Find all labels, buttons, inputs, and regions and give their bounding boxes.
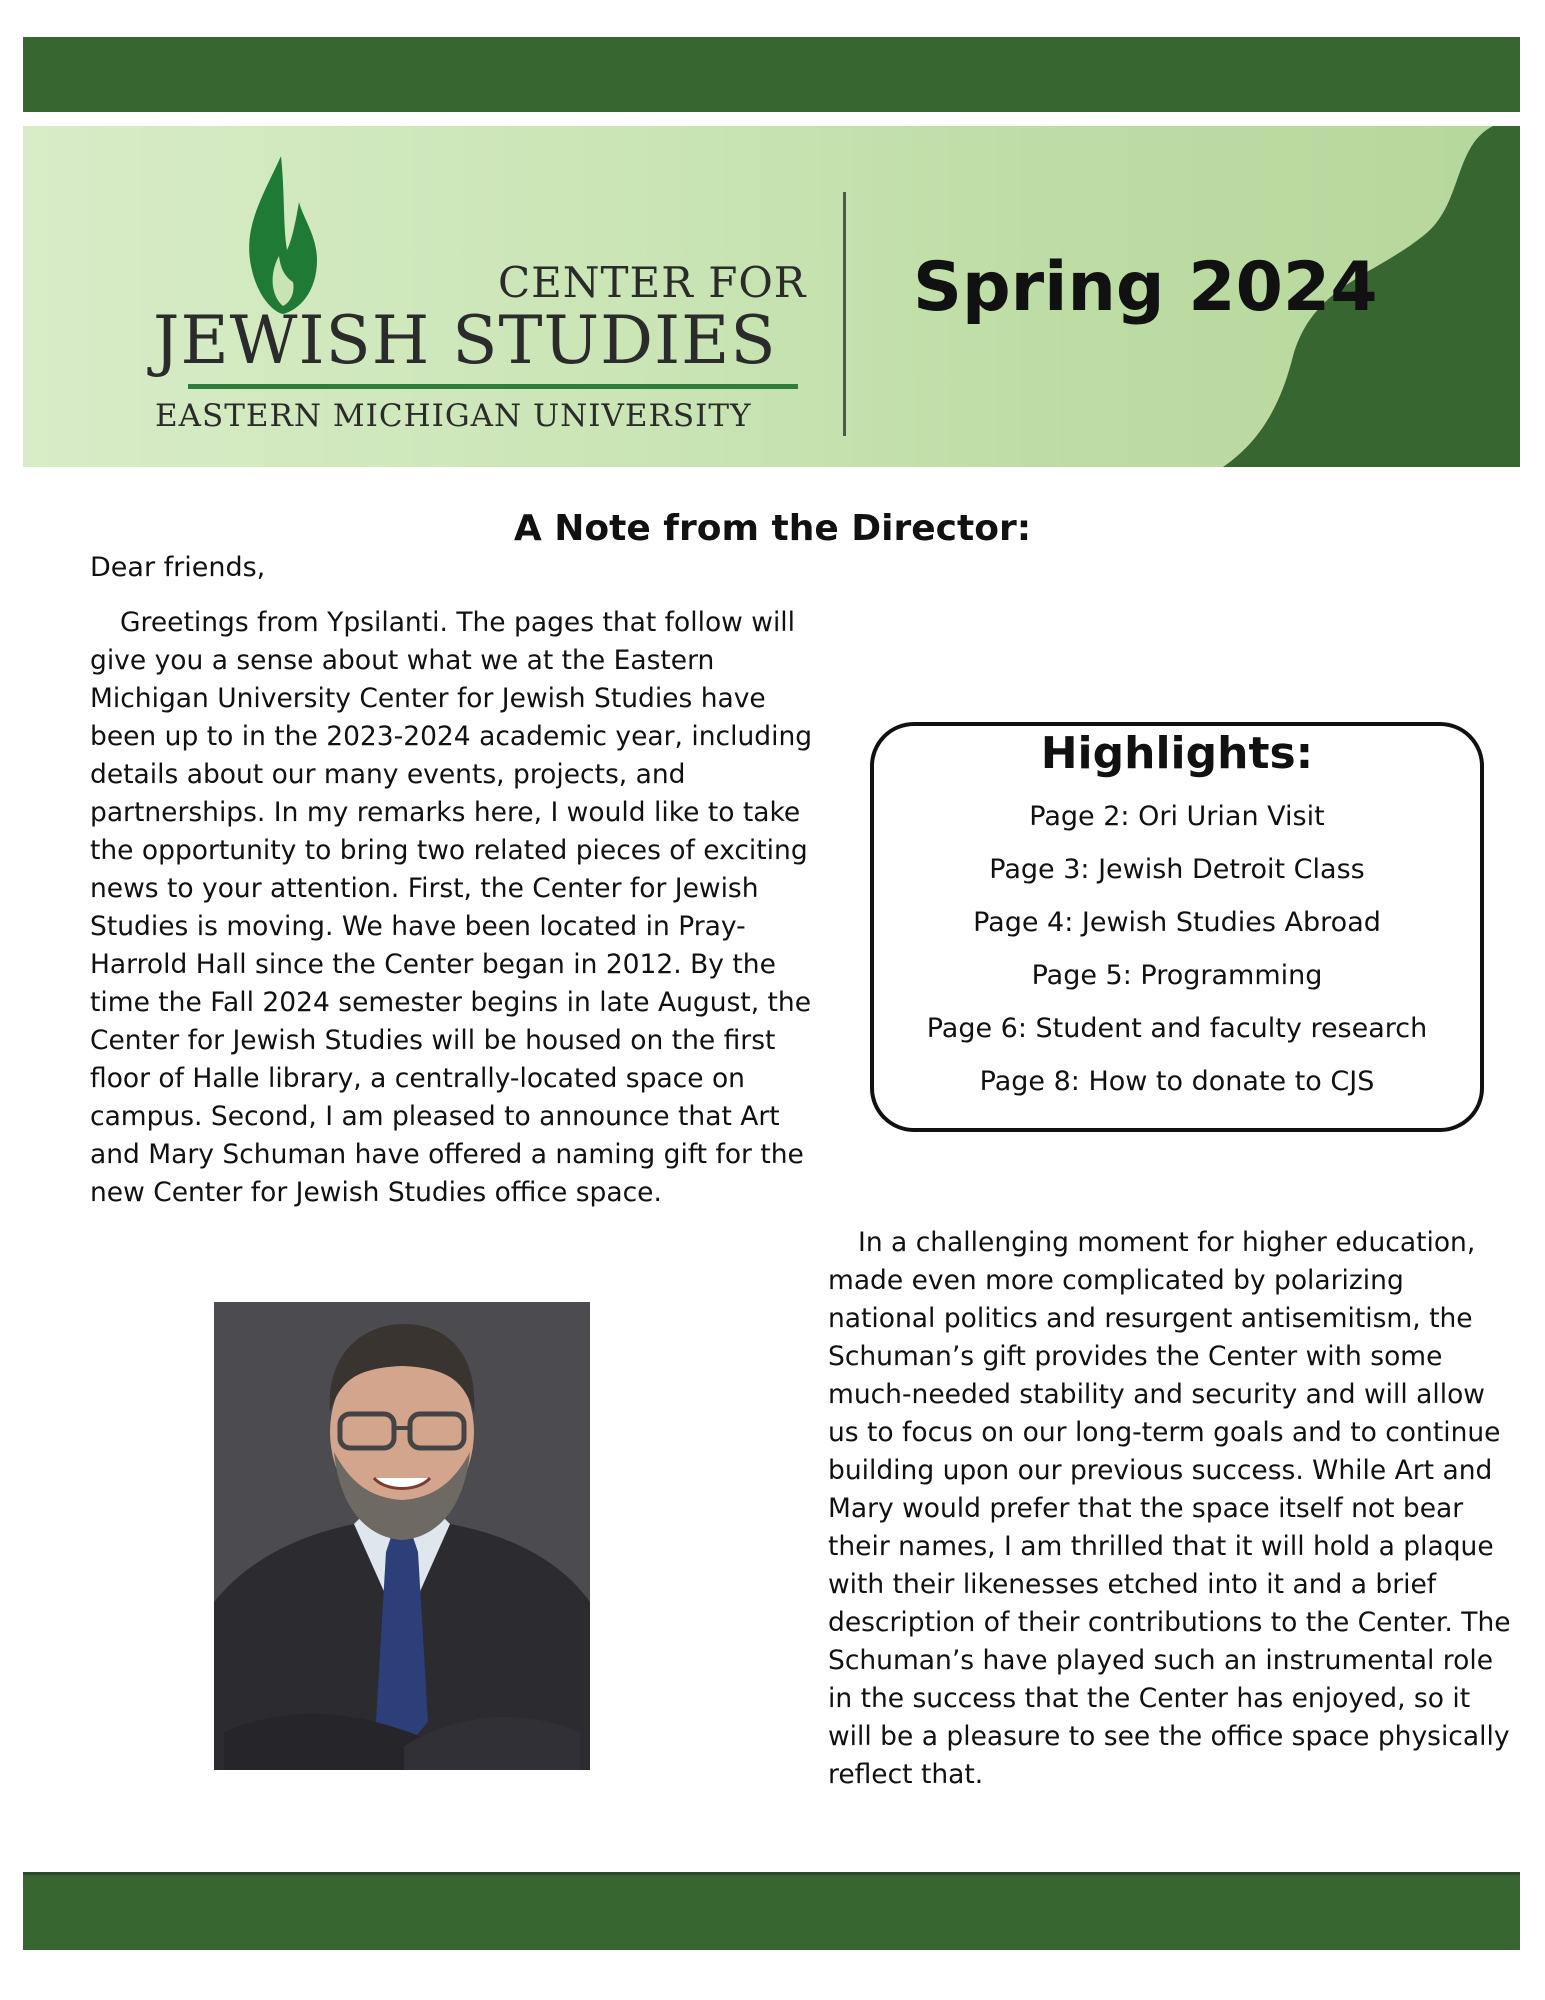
logo-line-university: EASTERN MICHIGAN UNIVERSITY	[155, 398, 752, 434]
highlight-item: Page 5: Programming	[1031, 960, 1323, 991]
highlight-item: Page 4: Jewish Studies Abroad	[973, 907, 1381, 938]
header-banner	[23, 126, 1520, 467]
highlights-list	[874, 790, 1480, 1108]
highlight-item: Page 3: Jewish Detroit Class	[989, 854, 1365, 885]
director-note-paragraph-2	[828, 1224, 1518, 1794]
paragraph-1-text: Greetings from Ypsilanti. The pages that follow will give you a sense about what we at the Eastern Michigan University Center for Jewish Studies have been up to in the 2023-2024 academic year, including details about our many events, projects, and partnerships. In my remarks here, I would like to take the opportunity to bring two related pieces of exciting news to your attention. First, the Center for Jewish Studies is moving. We have been located in Pray-Harrold Hall since the Center began in 2012. By the time the Fall 2024 semester begins in late August, the Center for Jewish Studies will be housed on the first floor of Halle library, a centrally-located space on campus. Second, I am pleased to announce that Art and Mary Schuman have offered a naming gift for the new Center for Jewish Studies office space.	[90, 607, 813, 1208]
highlight-item: Page 2: Ori Urian Visit	[1029, 801, 1325, 832]
director-portrait-image	[214, 1302, 590, 1770]
issue-season-title: Spring 2024	[913, 248, 1378, 327]
logo-divider	[843, 192, 846, 436]
highlights-title: Highlights:	[1040, 728, 1314, 779]
logo-line-jewish-studies: JEWISH STUDIES	[153, 302, 777, 379]
director-photo	[214, 1302, 590, 1770]
paragraph-2-text: In a challenging moment for higher education, made even more complicated by polarizing national politics and resurgent antisemitism, the Schuman’s gift provides the Center with some much-needed stability and security and will allow us to focus on our long-term goals and to continue building upon our previous success. While Art and Mary would prefer that the space itself not bear their names, I am thrilled that it will hold a plaque with their likenesses etched into it and a brief description of their contributions to the Center. The Schuman’s have played such an instrumental role in the success that the Center has enjoyed, so it will be a pleasure to see the office space physically reflect that.	[828, 1227, 1511, 1790]
director-note-paragraph-1	[90, 604, 825, 1212]
flame-logo-icon	[243, 156, 323, 316]
bottom-green-bar	[23, 1872, 1520, 1950]
salutation: Dear friends,	[90, 552, 266, 583]
section-title: A Note from the Director:	[513, 508, 1032, 549]
top-green-bar	[23, 37, 1520, 112]
logo-underline	[188, 384, 798, 389]
highlight-item: Page 8: How to donate to CJS	[979, 1066, 1375, 1097]
highlights-box	[870, 722, 1484, 1132]
highlight-item: Page 6: Student and faculty research	[926, 1013, 1428, 1044]
logo-line-center-for: CENTER FOR	[498, 258, 807, 307]
